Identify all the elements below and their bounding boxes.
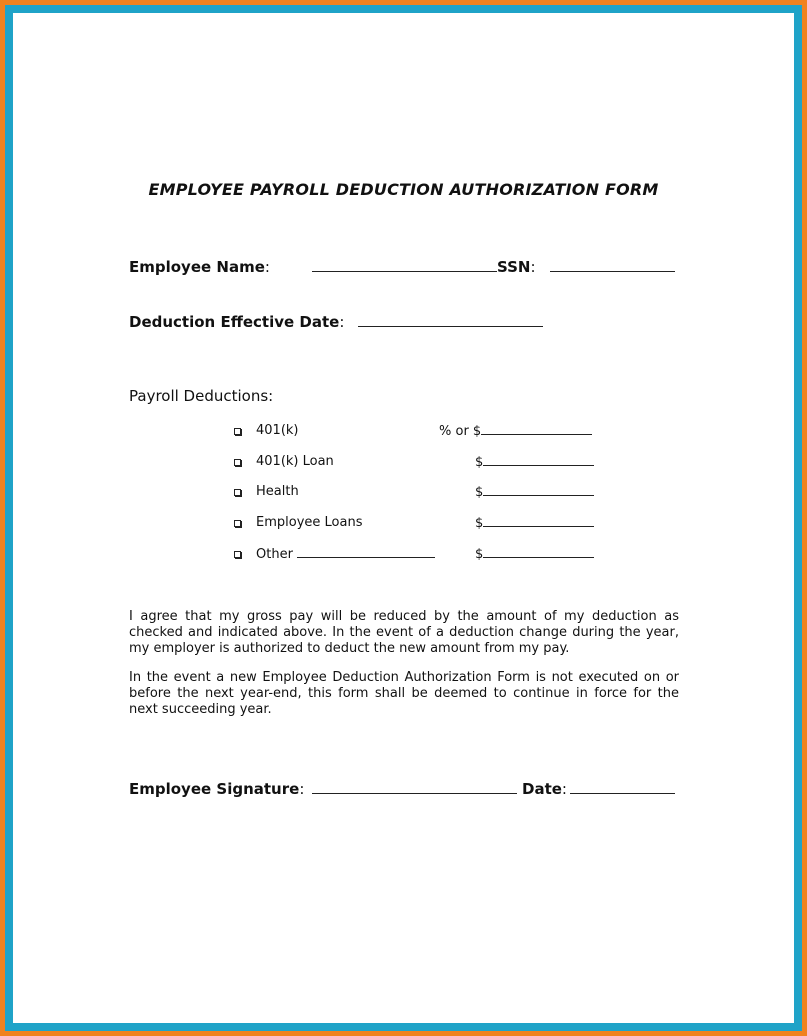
- checkbox-employee-loans[interactable]: [234, 520, 241, 527]
- deduction-name-401k-loan: 401(k) Loan: [256, 454, 334, 469]
- deduction-name-other: [256, 546, 435, 562]
- signature-colon: :: [299, 780, 305, 798]
- deduction-prefix-401k-loan: $: [475, 455, 484, 470]
- deduction-prefix-employee-loans: $: [475, 516, 484, 531]
- payroll-deductions-label: Payroll Deductions:: [129, 387, 274, 405]
- form-title: EMPLOYEE PAYROLL DEDUCTION AUTHORIZATION FORM: [148, 180, 659, 199]
- deduction-amount-employee-loans: [475, 515, 594, 531]
- deduction-name-employee-loans: Employee Loans: [256, 515, 363, 530]
- ssn-row: [497, 258, 536, 276]
- deduction-amount-401k-loan: [475, 454, 594, 470]
- employee-name-label: Employee Name: [129, 258, 265, 276]
- checkbox-other[interactable]: [234, 551, 241, 558]
- checkbox-health[interactable]: [234, 489, 241, 496]
- deduction-name-401k: 401(k): [256, 423, 299, 438]
- deduction-amount-401k: [439, 423, 592, 439]
- date-label: Date: [522, 780, 562, 798]
- deduction-prefix-health: $: [475, 485, 484, 500]
- other-description-line[interactable]: [297, 546, 435, 558]
- deduction-line-health[interactable]: [483, 484, 594, 496]
- continuation-paragraph: In the event a new Employee Deduction Authorization Form is not executed on or before the next year-end, this form shall be deemed to continue in force for the next succeeding year.: [129, 670, 679, 717]
- deduction-amount-health: [475, 484, 594, 500]
- employee-name-line[interactable]: [312, 258, 497, 272]
- deduction-name-health: Health: [256, 484, 299, 499]
- deduction-line-other[interactable]: [483, 546, 594, 558]
- deduction-line-401k[interactable]: [481, 423, 592, 435]
- employee-name-row: [129, 258, 270, 276]
- signature-line[interactable]: [312, 780, 517, 794]
- signature-row: [129, 780, 304, 798]
- date-colon: :: [561, 780, 567, 798]
- effective-date-label: Deduction Effective Date: [129, 313, 340, 331]
- deduction-line-401k-loan[interactable]: [483, 454, 594, 466]
- checkbox-401k[interactable]: [234, 428, 241, 435]
- effective-date-row: [129, 313, 344, 331]
- effective-date-colon: :: [339, 313, 345, 331]
- deduction-amount-other: [475, 546, 594, 562]
- ssn-line[interactable]: [550, 258, 675, 272]
- deduction-line-employee-loans[interactable]: [483, 515, 594, 527]
- signature-label: Employee Signature: [129, 780, 300, 798]
- effective-date-line[interactable]: [358, 313, 543, 327]
- deduction-label-other: Other: [256, 547, 293, 562]
- ssn-colon: :: [530, 258, 536, 276]
- form-page: [13, 13, 794, 1023]
- date-line[interactable]: [570, 780, 675, 794]
- employee-name-colon: :: [264, 258, 270, 276]
- agreement-paragraph: I agree that my gross pay will be reduced by the amount of my deduction as checked and indicated above. In the event of a deduction change during the year, my employer is authorized to deduct the new amount from my pay.: [129, 609, 679, 656]
- deduction-prefix-401k: % or $: [439, 424, 482, 439]
- date-row: [522, 780, 567, 798]
- deduction-prefix-other: $: [475, 547, 484, 562]
- checkbox-401k-loan[interactable]: [234, 459, 241, 466]
- ssn-label: SSN: [497, 258, 531, 276]
